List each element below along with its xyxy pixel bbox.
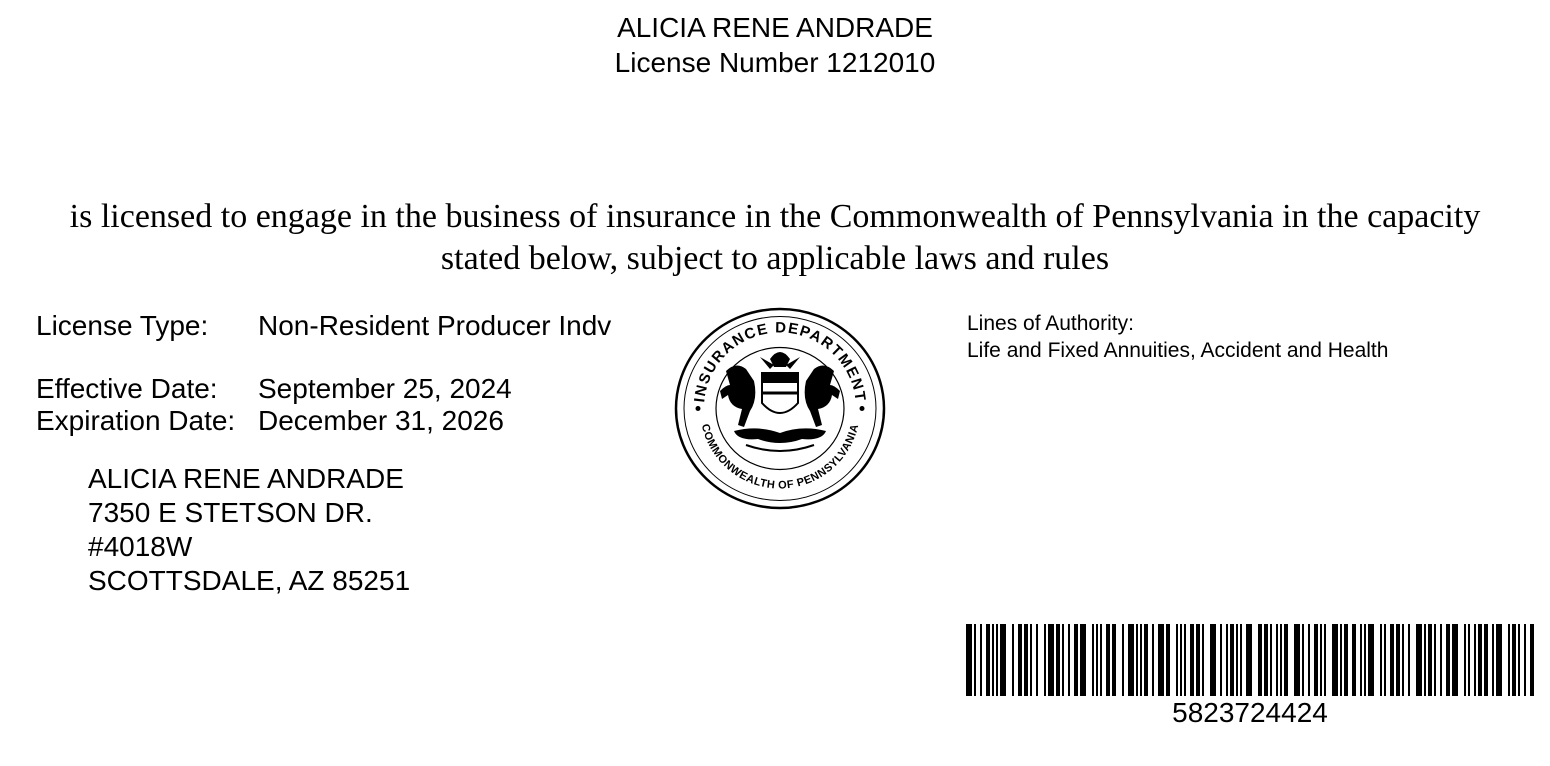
barcode-bar [1530, 624, 1534, 696]
authority-title: Lines of Authority: [967, 312, 1134, 335]
barcode-bar [1240, 624, 1242, 696]
barcode-bar [1340, 624, 1342, 696]
barcode-bar [1258, 624, 1262, 696]
barcode-bar [1492, 624, 1494, 696]
barcode-bar [1512, 624, 1516, 696]
barcode-bar [1368, 624, 1374, 696]
seal-top-text: INSURANCE DEPARTMENT [691, 319, 869, 404]
statement-line-1: is licensed to engage in the business of insurance in the Commonwealth of Pennsylvania in the capacity [69, 198, 1481, 235]
barcode-bar [1324, 624, 1326, 696]
barcode-bar [1352, 624, 1356, 696]
barcode-bar [1270, 624, 1272, 696]
barcode-bar [1100, 624, 1102, 696]
barcode-bar [1106, 624, 1110, 696]
barcode-bar [1190, 624, 1194, 696]
barcode-bar [1036, 624, 1038, 696]
barcode-bar [1136, 624, 1138, 696]
barcode-bar [1044, 624, 1046, 696]
barcode-bar [1344, 624, 1348, 696]
license-number: License Number 1212010 [614, 47, 936, 78]
barcode-bar [1508, 624, 1510, 696]
barcode-bar [1202, 624, 1204, 696]
barcode-bar [1226, 624, 1228, 696]
barcode-bar [1056, 624, 1060, 696]
barcode-bar [1176, 624, 1178, 696]
barcode-bar [1320, 624, 1322, 696]
barcode-bar [1012, 624, 1014, 696]
barcode-bar [1276, 624, 1278, 696]
barcode-bar [1158, 624, 1164, 696]
barcode-bar [1140, 624, 1142, 696]
barcode-bar [1314, 624, 1318, 696]
expiration-date-value: December 31, 2026 [258, 405, 504, 436]
license-type-label: License Type: [36, 310, 209, 341]
address-name: ALICIA RENE ANDRADE [88, 463, 404, 494]
barcode-bar [1440, 624, 1442, 696]
barcode-bar [1294, 624, 1300, 696]
barcode-bar [1364, 624, 1366, 696]
barcode-bar [1390, 624, 1394, 696]
barcode-bar [1474, 624, 1476, 696]
address-city-state-zip: SCOTTSDALE, AZ 85251 [88, 565, 411, 596]
barcode-bar [1220, 624, 1222, 696]
barcode-number: 5823724424 [1172, 697, 1328, 728]
barcode-bar [1496, 624, 1502, 696]
barcode-bar [966, 624, 972, 696]
barcode-bar [1284, 624, 1288, 696]
certificate-header [0, 10, 1550, 80]
barcode-bar [1144, 624, 1148, 696]
barcode-bar [1264, 624, 1268, 696]
address-street: 7350 E STETSON DR. [88, 497, 373, 528]
mailing-address [88, 462, 410, 598]
address-unit: #4018W [88, 531, 193, 562]
barcode-bar [1152, 624, 1154, 696]
statement-line-2: stated below, subject to applicable laws and rules [440, 240, 1110, 277]
barcode-bar [1068, 624, 1070, 696]
barcode-bar [992, 624, 994, 696]
barcode-bar [1308, 624, 1310, 696]
barcode-bar [1196, 624, 1200, 696]
barcode-bar [1048, 624, 1054, 696]
barcode-bar [1018, 624, 1022, 696]
barcode-bar [1074, 624, 1078, 696]
barcode-bar [1446, 624, 1450, 696]
seal-bottom-text: COMMONWEALTH OF PENNSYLVANIA [698, 422, 862, 492]
barcode-bar [1478, 624, 1482, 696]
barcode-bar [1092, 624, 1094, 696]
expiration-date-label: Expiration Date: [36, 405, 236, 436]
barcode-bar [986, 624, 990, 696]
barcode-bar [1128, 624, 1134, 696]
barcode-bar [1332, 624, 1338, 696]
barcode-bar [1280, 624, 1282, 696]
barcode-bar [1452, 624, 1458, 696]
licensee-name-header: ALICIA RENE ANDRADE [617, 12, 933, 43]
barcode-bar [1468, 624, 1470, 696]
effective-date-value: September 25, 2024 [258, 373, 512, 404]
barcode-bar [1246, 624, 1252, 696]
barcode-bar [1210, 624, 1216, 696]
barcode-bar [1524, 624, 1526, 696]
barcode-bar [1402, 624, 1404, 696]
barcode-bar [1230, 624, 1234, 696]
barcode-bar [1416, 624, 1422, 696]
barcode-bar [1302, 624, 1304, 696]
effective-date-label: Effective Date: [36, 373, 218, 404]
barcode-bar [1428, 624, 1432, 696]
barcode-bar [1384, 624, 1386, 696]
barcode-bar [1424, 624, 1426, 696]
barcode-bar [1166, 624, 1170, 696]
barcode-bar [1096, 624, 1098, 696]
barcode-bar [1180, 624, 1182, 696]
barcode-bar [1434, 624, 1436, 696]
license-statement [0, 196, 1550, 280]
barcode-bar [1024, 624, 1028, 696]
barcode-bar [1484, 624, 1488, 696]
barcode-bar [1408, 624, 1410, 696]
barcode-bar [996, 624, 998, 696]
barcode-bar [1062, 624, 1064, 696]
barcode-bar [1112, 624, 1116, 696]
barcode-bar [1464, 624, 1466, 696]
license-type-value: Non-Resident Producer Indv [258, 310, 612, 341]
barcode [966, 624, 1534, 696]
barcode-bar [1080, 624, 1086, 696]
barcode-bar [1122, 624, 1124, 696]
barcode-bar [974, 624, 976, 696]
lines-of-authority [967, 310, 1388, 364]
barcode-bar [1396, 624, 1400, 696]
barcode-bar [980, 624, 982, 696]
barcode-bar [1000, 624, 1006, 696]
pennsylvania-seal-icon [674, 307, 886, 510]
authority-lines: Life and Fixed Annuities, Accident and Health [967, 339, 1389, 362]
barcode-bar [1184, 624, 1186, 696]
barcode-bar [1360, 624, 1362, 696]
barcode-bar [1030, 624, 1032, 696]
barcode-bar [1380, 624, 1382, 696]
barcode-bar [1518, 624, 1520, 696]
barcode-bar [1236, 624, 1238, 696]
